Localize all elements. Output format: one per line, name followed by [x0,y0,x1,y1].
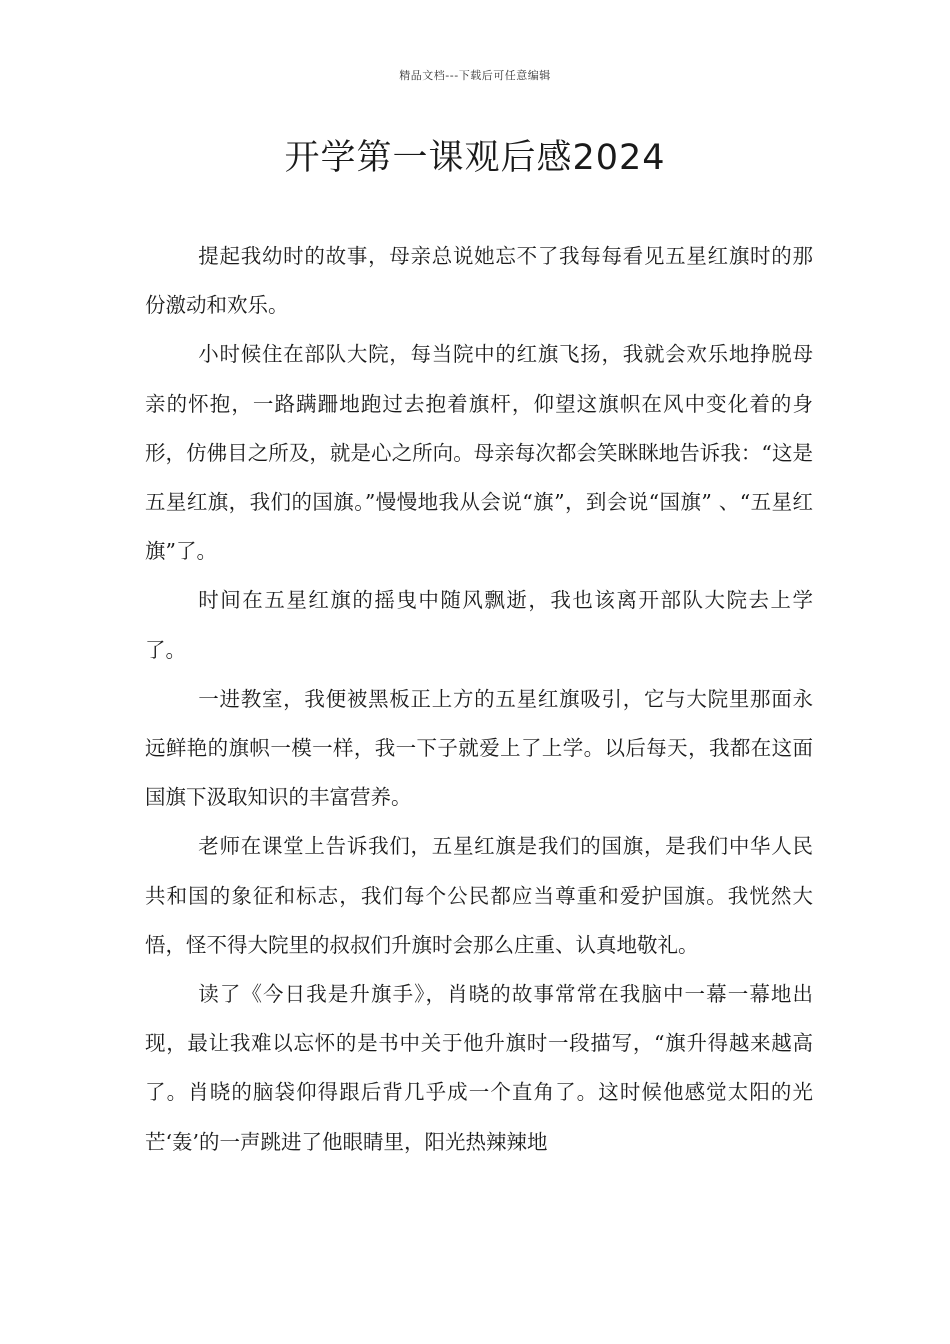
paragraph: 提起我幼时的故事，母亲总说她忘不了我每每看见五星红旗时的那份激动和欢乐。 [145,244,813,318]
paragraph: 一进教室，我便被黑板正上方的五星红旗吸引，它与大院里那面永远鲜艳的旗帜一模一样，我一下子就爱上了上学。以后每天，我都在这面国旗下汲取知识的丰富营养。 [145,686,813,810]
paragraph: 读了《今日我是升旗手》，肖晓的故事常常在我脑中一幕一幕地出现，最让我难以忘怀的是书中关于他升旗时一段描写，“旗升得越来越高了。肖晓的脑袋仰得跟后背几乎成一个直角了。这时候他感觉太阳的光芒‘轰’的一声跳进了他眼睛里，阳光热辣辣地 [145,982,813,1154]
paragraph: 小时候住在部队大院，每当院中的红旗飞扬，我就会欢乐地挣脱母亲的怀抱，一路蹒跚地跑过去抱着旗杆，仰望这旗帜在风中变化着的身形，仿佛目之所及，就是心之所向。母亲每次都会笑眯眯地告诉我：“这是五星红旗，我们的国旗。”慢慢地我从会说“旗”，到会说“国旗” 、“五星红旗”了。 [145,342,813,564]
paragraph: 老师在课堂上告诉我们，五星红旗是我们的国旗，是我们中华人民共和国的象征和标志，我们每个公民都应当尊重和爱护国旗。我恍然大悟，怪不得大院里的叔叔们升旗时会那么庄重、认真地敬礼。 [145,834,813,957]
header-note: 精品文档---下载后可任意编辑 [399,69,551,82]
document-body [145,232,813,1167]
paragraph: 时间在五星红旗的摇曳中随风飘逝，我也该离开部队大院去上学了。 [145,588,813,662]
document-title: 开学第一课观后感2024 [284,138,666,178]
